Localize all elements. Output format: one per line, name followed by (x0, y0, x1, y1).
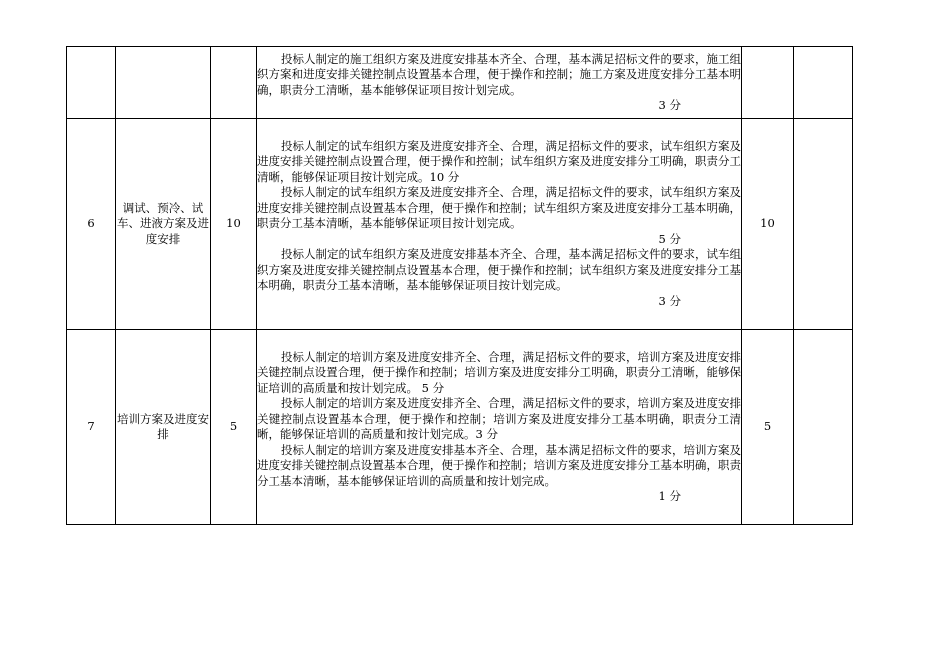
row-criteria (257, 119, 742, 330)
criteria-points: 3 分 (658, 98, 681, 112)
row-criteria (257, 330, 742, 525)
table-row (67, 330, 853, 525)
row-number (67, 47, 116, 119)
criteria-points: 1 分 (658, 489, 681, 503)
row-max-score: 10 (211, 119, 257, 330)
row-score: 5 (742, 330, 794, 525)
criteria-paragraph: 投标人制定的培训方案及进度安排齐全、合理，满足招标文件的要求，培训方案及进度安排关键控制点设置基本合理，便于操作和控制；培训方案及进度安排分工基本明确，职责分工清晰，能够保证培训的高质量和按计划完成。3 分 (257, 396, 741, 441)
row-item: 培训方案及进度安排 (116, 330, 211, 525)
table-row (67, 47, 853, 119)
row-max-score: 5 (211, 330, 257, 525)
row-remark (794, 47, 853, 119)
row-item: 调试、预冷、试车、进液方案及进度安排 (116, 119, 211, 330)
criteria-paragraph: 投标人制定的培训方案及进度安排基本齐全、合理，基本满足招标文件的要求，培训方案及进度安排关键控制点设置基本合理，便于操作和控制；培训方案及进度安排分工基本明确，职责分工基本清晰，基本能够保证培训的高质量和按计划完成。 1 分 (257, 442, 741, 503)
row-score: 10 (742, 119, 794, 330)
row-remark (794, 119, 853, 330)
row-score (742, 47, 794, 119)
criteria-paragraph: 投标人制定的试车组织方案及进度安排基本齐全、合理，基本满足招标文件的要求，试车组织方案及进度安排关键控制点设置基本合理，便于操作和控制；试车组织方案及进度安排分工基本明确，职责分工基本清晰，基本能够保证项目按计划完成。 3 分 (257, 247, 741, 308)
row-remark (794, 330, 853, 525)
row-max-score (211, 47, 257, 119)
table-row (67, 119, 853, 330)
row-number: 7 (67, 330, 116, 525)
criteria-paragraph: 投标人制定的施工组织方案及进度安排基本齐全、合理，基本满足招标文件的要求，施工组织方案和进度安排关键控制点设置基本合理，便于操作和控制；施工方案及进度安排分工基本明确，职责分工清晰，基本能够保证项目按计划完成。 3 分 (257, 51, 741, 112)
row-item (116, 47, 211, 119)
criteria-paragraph: 投标人制定的试车组织方案及进度安排齐全、合理，满足招标文件的要求，试车组织方案及进度安排关键控制点设置合理，便于操作和控制；试车组织方案及进度安排分工明确，职责分工清晰，能够保证项目按计划完成。10 分 (257, 138, 741, 184)
row-criteria (257, 47, 742, 119)
criteria-points: 3 分 (658, 293, 681, 308)
row-number: 6 (67, 119, 116, 330)
criteria-paragraph: 投标人制定的培训方案及进度安排齐全、合理，满足招标文件的要求，培训方案及进度安排关键控制点设置合理，便于操作和控制；培训方案及进度安排分工明确，职责分工清晰，能够保证培训的高质量和按计划完成。 5 分 (257, 349, 741, 395)
criteria-paragraph: 投标人制定的试车组织方案及进度安排齐全、合理，满足招标文件的要求，试车组织方案及进度安排关键控制点设置基本合理，便于操作和控制；试车组织方案及进度安排分工基本明确，职责分工基本清晰，基本能够保证项目按计划完成。 5 分 (257, 185, 741, 246)
scoring-table (66, 46, 853, 525)
criteria-points: 5 分 (658, 231, 681, 246)
